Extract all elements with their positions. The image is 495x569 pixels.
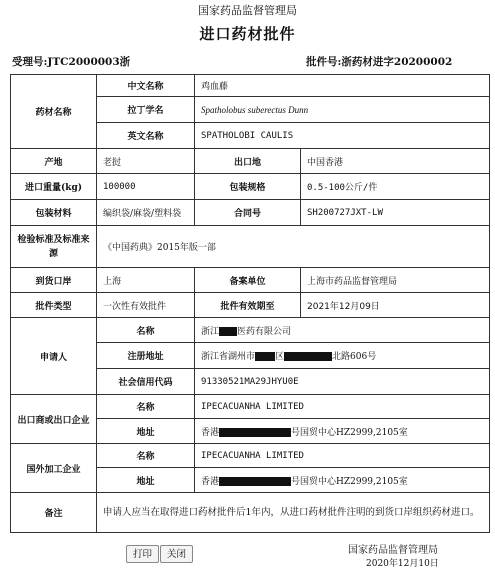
- acceptance-number: [12, 54, 130, 69]
- exporter-name-value: IPECACUANHA LIMITED: [195, 395, 490, 419]
- credit-code-label: 社会信用代码: [97, 369, 195, 395]
- footer-date: 2020年12月10日: [366, 559, 439, 569]
- latin-name-label: 拉丁学名: [97, 97, 195, 123]
- filing-unit-label: 备案单位: [195, 268, 301, 293]
- processor-address-suffix: 号国贸中心HZ2999,2105室: [291, 476, 408, 487]
- applicant-address-value: [195, 343, 490, 369]
- cn-name-value: 鸡血藤: [195, 75, 490, 97]
- applicant-name-value: [195, 318, 490, 343]
- footer-agency: 国家药品监督管理局: [348, 545, 438, 556]
- standard-value: 《中国药典》2015年版一部: [97, 226, 490, 268]
- applicant-address-prefix: 浙江省湖州市: [201, 352, 256, 362]
- exporter-name-label: 名称: [97, 395, 195, 419]
- export-place-label: 出口地: [195, 149, 301, 174]
- approval-label: 批件号:: [306, 56, 342, 68]
- latin-name-value: Spatholobus suberectus Dunn: [195, 97, 490, 123]
- processor-address-value: [195, 468, 490, 493]
- contract-label: 合同号: [195, 200, 301, 226]
- approval-type-value: 一次性有效批件: [97, 293, 195, 318]
- processor-name-label: 名称: [97, 444, 195, 468]
- applicant-label: 申请人: [11, 318, 97, 395]
- drug-name-label: 药材名称: [11, 75, 97, 149]
- exporter-address-value: [195, 419, 490, 444]
- export-place-value: 中国香港: [301, 149, 490, 174]
- standard-label: 检验标准及标准来源: [11, 226, 97, 268]
- origin-label: 产地: [11, 149, 97, 174]
- applicant-name-label: 名称: [97, 318, 195, 343]
- processor-address-label: 地址: [97, 468, 195, 493]
- arrival-port-label: 到货口岸: [11, 268, 97, 293]
- arrival-port-value: 上海: [97, 268, 195, 293]
- validity-value: 2021年12月09日: [301, 293, 490, 318]
- close-button[interactable]: 关闭: [160, 545, 193, 563]
- approval-number: [306, 54, 452, 69]
- remarks-value: 申请人应当在取得进口药材批件后1年内，从进口药材批件注明的到货口岸组织药材进口。: [97, 493, 490, 533]
- print-button[interactable]: 打印: [126, 545, 159, 563]
- packaging-value: 编织袋/麻袋/塑料袋: [97, 200, 195, 226]
- en-name-label: 英文名称: [97, 123, 195, 149]
- processor-name-value: IPECACUANHA LIMITED: [195, 444, 490, 468]
- packaging-label: 包装材料: [11, 200, 97, 226]
- redaction-block: [219, 327, 237, 336]
- approval-value: 浙药材进字20200002: [341, 56, 453, 68]
- cn-name-label: 中文名称: [97, 75, 195, 97]
- acceptance-label: 受理号:: [12, 56, 48, 68]
- page-title: 进口药材批件: [199, 25, 296, 43]
- applicant-address-mid: 区: [275, 352, 285, 362]
- applicant-name-prefix: 浙江: [201, 326, 220, 337]
- agency-heading: 国家药品监督管理局: [198, 4, 297, 17]
- applicant-address-label: 注册地址: [97, 343, 195, 369]
- redaction-block: [219, 477, 291, 486]
- origin-value: 老挝: [97, 149, 195, 174]
- exporter-label: 出口商或出口企业: [11, 395, 97, 444]
- contract-value: SH200727JXT-LW: [301, 200, 490, 226]
- pack-spec-label: 包装规格: [195, 174, 301, 200]
- import-weight-label: 进口重量(kg): [11, 174, 97, 200]
- applicant-address-suffix: 北路606号: [332, 352, 377, 362]
- redaction-block: [255, 352, 275, 361]
- exporter-address-suffix: 号国贸中心HZ2999,2105室: [291, 427, 408, 438]
- filing-unit-value: 上海市药品监督管理局: [301, 268, 490, 293]
- en-name-value: SPATHOLOBI CAULIS: [195, 123, 490, 149]
- credit-code-value: 91330521MA29JHYU0E: [195, 369, 490, 395]
- pack-spec-value: 0.5-100公斤/件: [301, 174, 490, 200]
- import-weight-value: 100000: [97, 174, 195, 200]
- processor-label: 国外加工企业: [11, 444, 97, 493]
- redaction-block: [284, 352, 332, 361]
- acceptance-value: JTC2000003浙: [47, 56, 131, 68]
- validity-label: 批件有效期至: [195, 293, 301, 318]
- processor-address-prefix: 香港: [201, 476, 220, 487]
- exporter-address-prefix: 香港: [201, 427, 220, 438]
- redaction-block: [219, 428, 291, 437]
- approval-type-label: 批件类型: [11, 293, 97, 318]
- exporter-address-label: 地址: [97, 419, 195, 444]
- applicant-name-suffix: 医药有限公司: [237, 326, 292, 337]
- approval-table: [10, 74, 490, 533]
- remarks-label: 备注: [11, 493, 97, 533]
